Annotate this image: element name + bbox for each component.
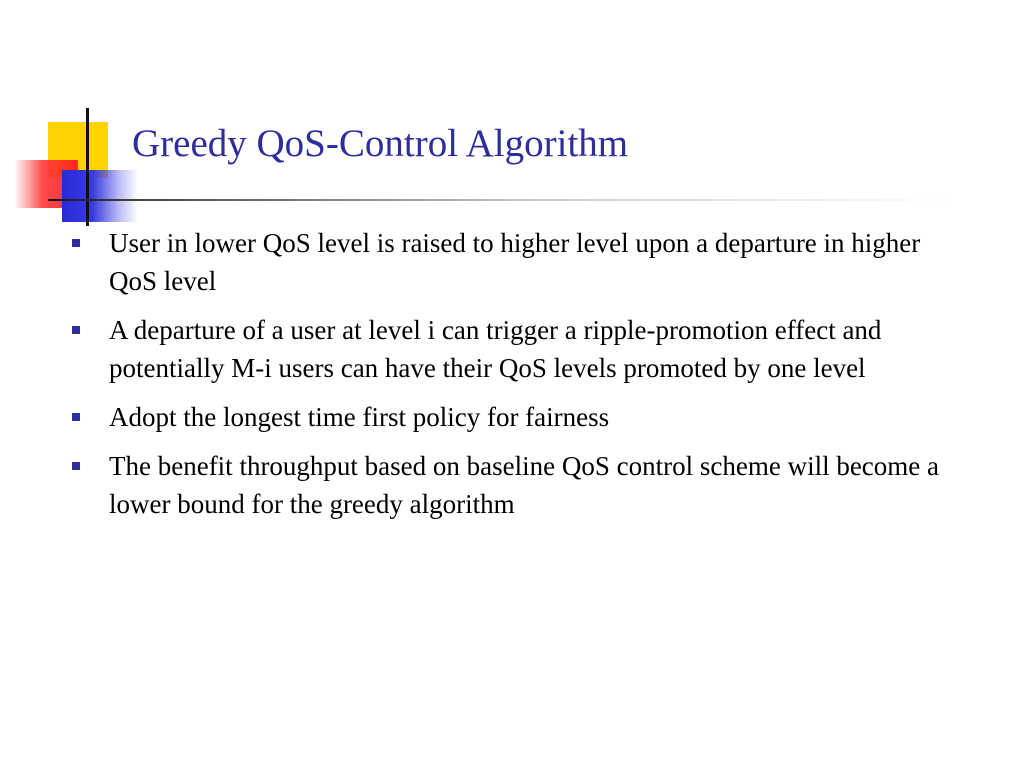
bullet-list: [72, 224, 972, 534]
square-bullet-icon: [72, 413, 80, 421]
blue-square: [62, 170, 138, 222]
slide-title: Greedy QoS-Control Algorithm: [132, 122, 629, 165]
bullet-item: [72, 398, 972, 436]
bullet-item: [72, 224, 972, 300]
decorative-logo: [0, 0, 140, 240]
bullet-text: The benefit throughput based on baseline QoS control scheme will become a lower bound for the greedy algorithm: [109, 451, 940, 519]
square-bullet-icon: [72, 239, 80, 247]
square-bullet-icon: [72, 326, 80, 334]
bullet-text: A departure of a user at level i can trigger a ripple-promotion effect and potentially M-i users can have their QoS levels promoted by one level: [109, 315, 882, 383]
vertical-rule: [86, 108, 89, 226]
bullet-item: [72, 447, 972, 523]
title-underline: [48, 199, 948, 201]
square-bullet-icon: [72, 462, 80, 470]
bullet-item: [72, 311, 972, 387]
bullet-text: Adopt the longest time first policy for fairness: [109, 402, 610, 432]
bullet-text: User in lower QoS level is raised to higher level upon a departure in higher QoS level: [109, 228, 921, 296]
